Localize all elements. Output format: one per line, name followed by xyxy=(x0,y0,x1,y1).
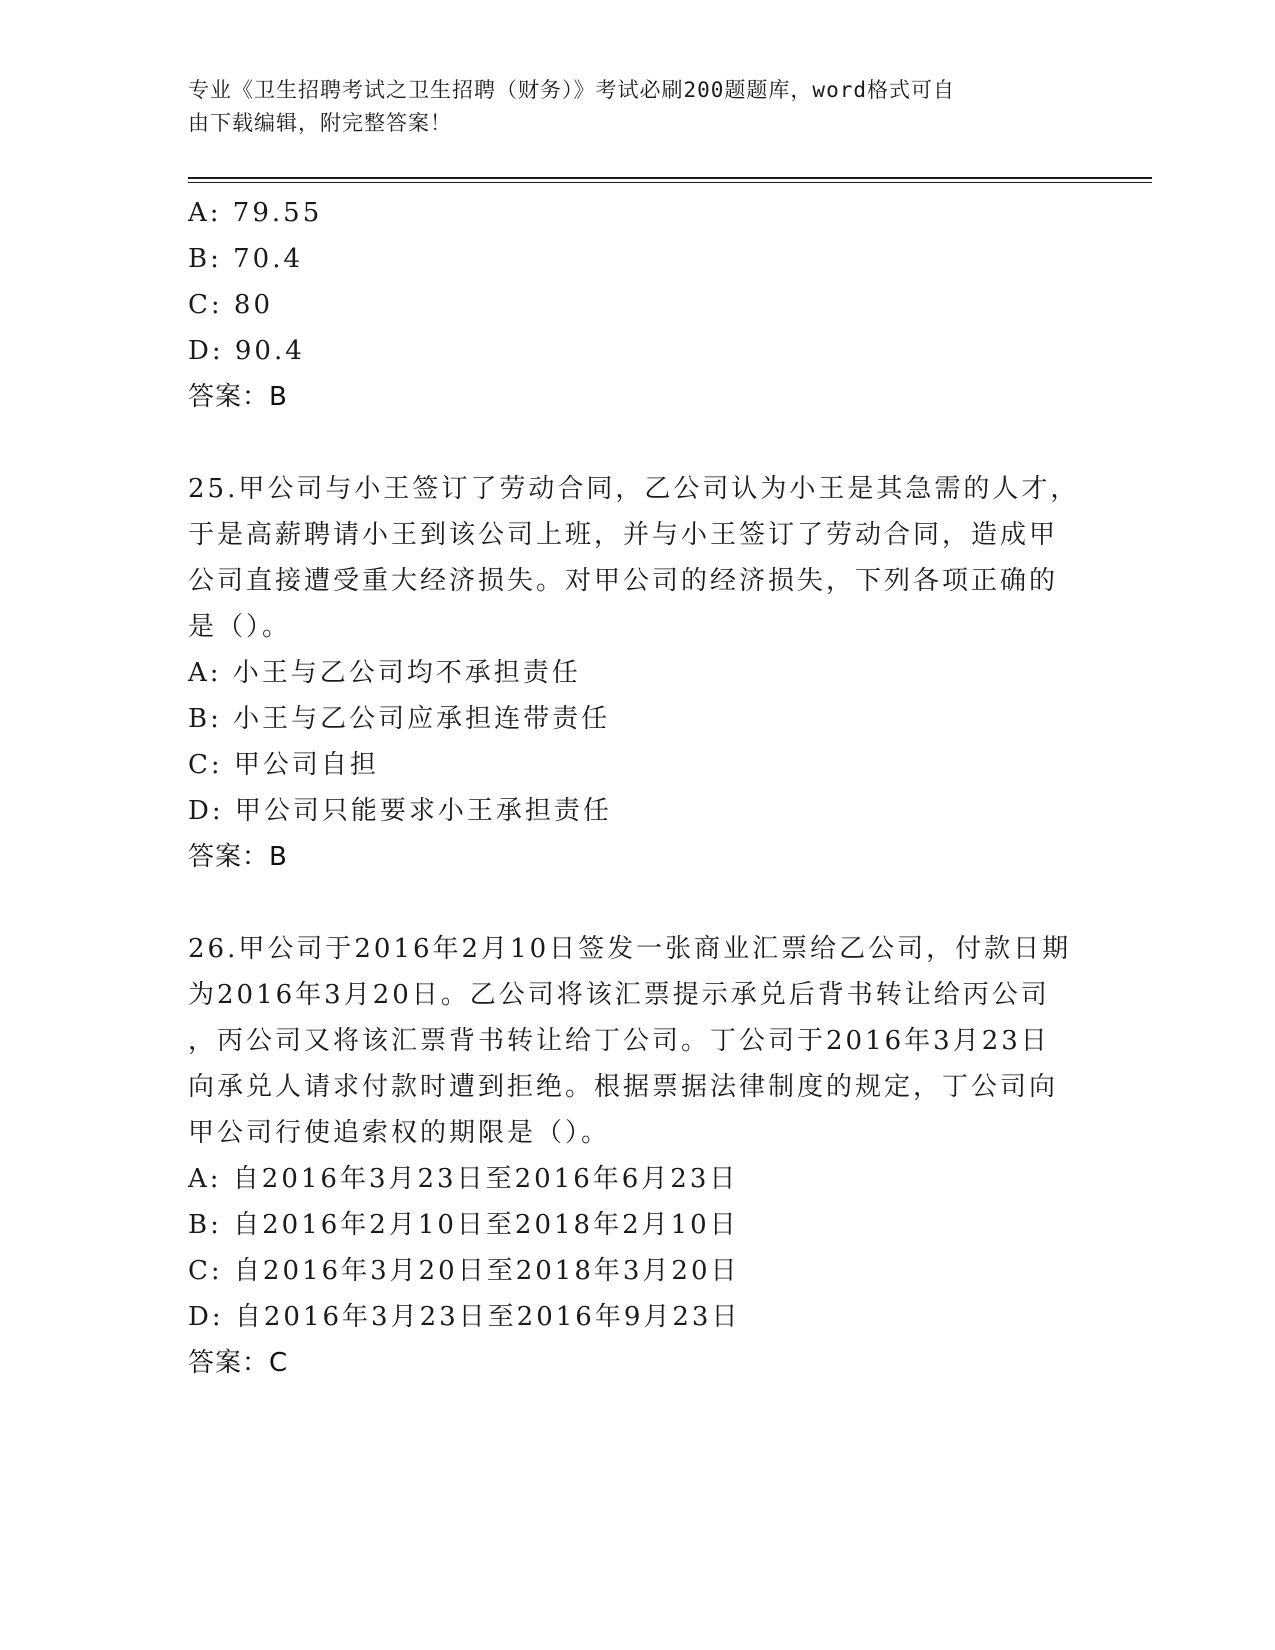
question-24 xyxy=(188,190,1088,420)
option-b: B: 70.4 xyxy=(188,244,304,274)
question-stem-line: 26.甲公司于2016年2月10日签发一张商业汇票给乙公司，付款日期 xyxy=(188,934,1072,964)
option-c: C: 自2016年3月20日至2018年3月20日 xyxy=(188,1256,740,1286)
option-b: B: 小王与乙公司应承担连带责任 xyxy=(188,704,611,734)
option-d: D: 90.4 xyxy=(188,336,305,366)
spacer xyxy=(188,880,1088,926)
answer-line: 答案：B xyxy=(188,842,288,872)
option-a: A: 自2016年3月23日至2016年6月23日 xyxy=(188,1164,739,1194)
option-c: C: 80 xyxy=(188,290,274,320)
page-header xyxy=(188,74,1068,140)
option-d: D: 自2016年3月23日至2016年9月23日 xyxy=(188,1302,741,1332)
question-stem-line: 为2016年3月20日。乙公司将该汇票提示承兑后背书转让给丙公司 xyxy=(188,980,1050,1010)
option-d: D: 甲公司只能要求小王承担责任 xyxy=(188,796,612,826)
question-25 xyxy=(188,466,1088,880)
option-a: A: 79.55 xyxy=(188,198,323,228)
question-stem-line: 公司直接遭受重大经济损失。对甲公司的经济损失，下列各项正确的 xyxy=(188,566,1059,596)
question-stem-line: 甲公司行使追索权的期限是（）。 xyxy=(188,1118,611,1148)
question-26 xyxy=(188,926,1088,1386)
question-stem-line: 是（）。 xyxy=(188,612,292,642)
option-c: C: 甲公司自担 xyxy=(188,750,379,780)
question-stem-line: 25.甲公司与小王签订了劳动合同，乙公司认为小王是其急需的人才， xyxy=(188,474,1080,504)
option-a: A: 小王与乙公司均不承担责任 xyxy=(188,658,581,688)
header-line-1: 专业《卫生招聘考试之卫生招聘（财务）》考试必刷200题题库，word格式可自 xyxy=(188,78,955,102)
question-stem-line: 于是高薪聘请小王到该公司上班，并与小王签订了劳动合同，造成甲 xyxy=(188,520,1059,550)
question-stem-line: ，丙公司又将该汇票背书转让给丁公司。丁公司于2016年3月23日 xyxy=(188,1026,1050,1056)
answer-line: 答案：B xyxy=(188,382,288,412)
question-stem-line: 向承兑人请求付款时遭到拒绝。根据票据法律制度的规定，丁公司向 xyxy=(188,1072,1059,1102)
option-b: B: 自2016年2月10日至2018年2月10日 xyxy=(188,1210,739,1240)
header-divider-thick xyxy=(188,177,1152,179)
header-line-2: 由下载编辑，附完整答案！ xyxy=(188,111,452,135)
question-content xyxy=(188,190,1088,1386)
answer-line: 答案：C xyxy=(188,1348,289,1378)
spacer xyxy=(188,420,1088,466)
header-divider-thin xyxy=(188,182,1152,183)
